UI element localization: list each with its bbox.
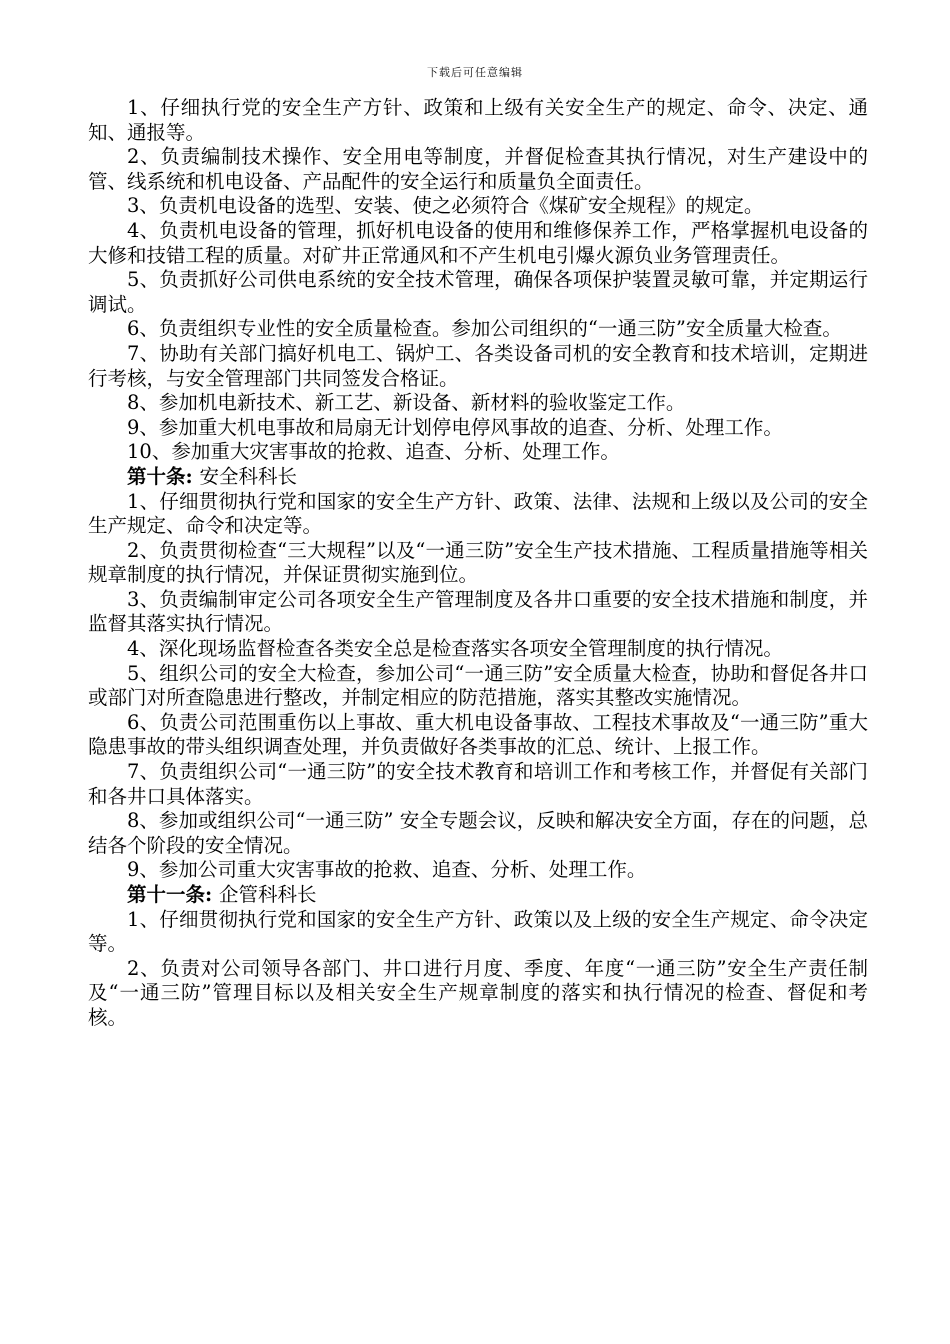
paragraph: 9、参加公司重大灾害事故的抢救、追查、分析、处理工作。 [127,858,647,882]
paragraph: 7、协助有关部门搞好机电工、锅炉工、各类设备司机的安全教育和技术培训，定期进行考核，与安全管理部门共同签发合格证。 [88,341,868,390]
paragraph: 5、负责抓好公司供电系统的安全技术管理，确保各项保护装置灵敏可靠，并定期运行调试。 [88,268,868,316]
paragraph: 2、负责贯彻检查“三大规程”以及“一通三防”安全生产技术措施、工程质量措施等相关规章制度的执行情况，并保证贯彻实施到位。 [88,538,868,587]
section-heading-10 [88,465,868,490]
paragraph: 2、负责对公司领导各部门、井口进行月度、季度、年度“一通三防”安全生产责任制及“一通三防”管理目标以及相关安全生产规章制度的落实和执行情况的检查、督促和考核。 [88,956,868,1029]
paragraph: 8、参加机电新技术、新工艺、新设备、新材料的验收鉴定工作。 [127,391,686,415]
page-header: 下载后可任意编辑 [427,66,523,79]
section-title: 企管科科长 [219,883,317,906]
section-heading-11 [88,883,868,908]
paragraph: 6、负责组织专业性的安全质量检查。参加公司组织的“一通三防”安全质量大检查。 [127,317,842,341]
paragraph: 8、参加或组织公司“一通三防” 安全专题会议，反映和解决安全方面，存在的问题，总结各个阶段的安全情况。 [88,809,868,857]
paragraph: 3、负责编制审定公司各项安全生产管理制度及各井口重要的安全技术措施和制度，并监督其落实执行情况。 [88,587,868,636]
paragraph: 1、仔细贯彻执行党和国家的安全生产方针、政策、法律、法规和上级以及公司的安全生产规定、命令和决定等。 [88,489,868,538]
paragraph: 1、仔细执行党的安全生产方针、政策和上级有关安全生产的规定、命令、决定、通知、通报等。 [88,96,868,144]
paragraph: 4、负责机电设备的管理，抓好机电设备的使用和维修保养工作，严格掌握机电设备的大修和技错工程的质量。对矿井正常通风和不产生机电引爆火源负业务管理责任。 [88,218,868,267]
paragraph: 6、负责公司范围重伤以上事故、重大机电设备事故、工程技术事故及“一通三防”重大隐患事故的带头组织调查处理，并负责做好各类事故的汇总、统计、上报工作。 [88,710,868,759]
section-label: 第十一条: [127,883,213,906]
paragraph: 7、负责组织公司“一通三防”的安全技术教育和培训工作和考核工作，并督促有关部门和各井口具体落实。 [88,760,868,808]
paragraph: 5、组织公司的安全大检查，参加公司“一通三防”安全质量大检查，协助和督促各井口或部门对所查隐患进行整改，并制定相应的防范措施，落实其整改实施情况。 [88,661,868,710]
paragraph: 1、仔细贯彻执行党和国家的安全生产方针、政策以及上级的安全生产规定、命令决定等。 [88,907,868,956]
document-body [88,96,868,1031]
paragraph: 3、负责机电设备的选型、安装、使之必须符合《煤矿安全规程》的规定。 [127,194,764,218]
paragraph: 10、参加重大灾害事故的抢救、追查、分析、处理工作。 [127,440,620,464]
section-title: 安全科科长 [199,464,298,488]
paragraph: 2、负责编制技术操作、安全用电等制度，并督促检查其执行情况，对生产建设中的管、线系统和机电设备、产品配件的安全运行和质量负全面责任。 [88,145,868,193]
paragraph: 9、参加重大机电事故和局扇无计划停电停风事故的追查、分析、处理工作。 [127,415,783,439]
section-label: 第十条: [127,464,193,488]
paragraph: 4、深化现场监督检查各类安全总是检查落实各项安全管理制度的执行情况。 [127,637,783,661]
